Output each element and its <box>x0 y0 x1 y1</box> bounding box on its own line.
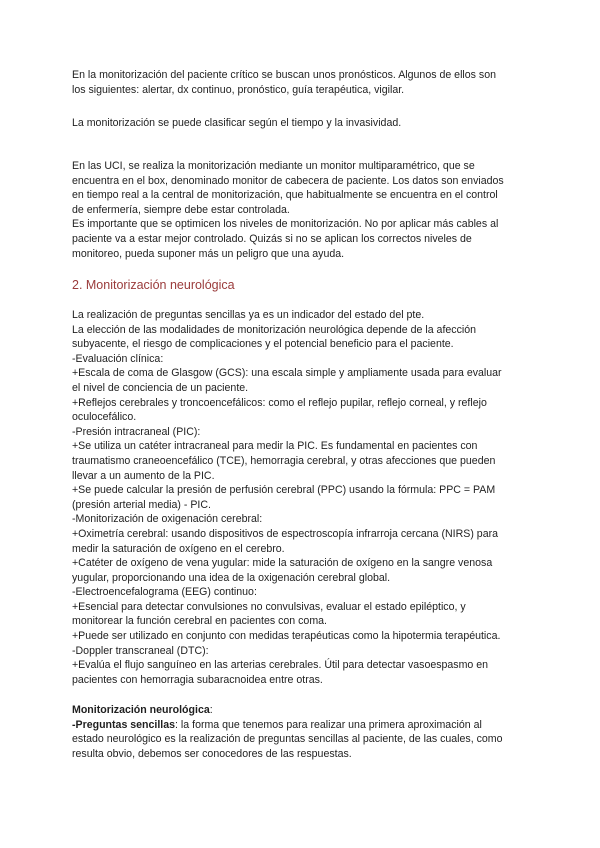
text-line: La monitorización se puede clasificar según el tiempo y la invasividad. <box>72 117 402 129</box>
text-line: +Se puede calcular la presión de perfusión cerebral (PPC) usando la fórmula: PPC = PAM <box>72 484 496 497</box>
text-line: -Monitorización de oxigenación cerebral: <box>72 513 263 526</box>
text-line: +Evalúa el flujo sanguíneo en las arterias cerebrales. Útil para detectar vasoespasmo en <box>72 659 489 672</box>
text-line: Es importante que se optimicen los niveles de monitorización. No por aplicar más cables al <box>72 218 499 231</box>
text-line: +Reflejos cerebrales y troncoencefálicos: como el reflejo pupilar, reflejo corneal, y reflejo <box>72 396 487 409</box>
intro-paragraph-1 <box>72 68 534 97</box>
text-line: de enfermería, siempre debe estar controlada. <box>72 203 290 216</box>
section-body <box>72 308 534 687</box>
intro-paragraph-3 <box>72 159 534 261</box>
text-line: La realización de preguntas sencillas ya es un indicador del estado del pte. <box>72 309 425 321</box>
text-line: -Electroencefalograma (EEG) continuo: <box>72 586 257 599</box>
text-line: En la monitorización del paciente crítico se buscan unos pronósticos. Algunos de ellos son <box>72 69 496 81</box>
neuro-item-label: -Preguntas sencillas <box>72 718 176 731</box>
text-line: (presión arterial media) - PIC. <box>72 498 211 511</box>
text-line: +Se utiliza un catéter intracraneal para medir la PIC. Es fundamental en pacientes con <box>72 440 478 453</box>
text-line: +Catéter de oxígeno de vena yugular: mide la saturación de oxígeno en la sangre venosa <box>72 557 493 570</box>
text-line: +Escala de coma de Glasgow (GCS): una escala simple y ampliamente usada para evaluar <box>72 367 502 380</box>
text-line: +Oximetría cerebral: usando dispositivos de espectroscopía infrarroja cercana (NIRS) para <box>72 527 499 540</box>
neuro-title: Monitorización neurológica <box>72 704 210 716</box>
section-heading: 2. Monitorización neurológica <box>72 278 235 292</box>
neuro-item-text: : la forma que tenemos para realizar una primera aproximación al <box>175 718 482 731</box>
neuro-monitoring-section <box>72 703 534 761</box>
text-line: monitorear la función cerebral en pacientes con coma. <box>72 615 327 628</box>
neuro-title-colon: : <box>209 704 213 716</box>
text-line: en tiempo real a la central de monitorización, que habitualmente se encuentra en el control <box>72 189 498 202</box>
text-line: +Puede ser utilizado en conjunto con medidas terapéuticas como la hipotermia terapéutica. <box>72 630 501 643</box>
text-line: traumatismo craneoencefálico (TCE), hemorragia cerebral, y otras afecciones que pueden <box>72 454 496 467</box>
neuro-item-line <box>72 718 534 733</box>
neuro-title-line <box>72 703 534 718</box>
text-line: llevar a un aumento de la PIC. <box>72 469 215 482</box>
text-line: +Esencial para detectar convulsiones no convulsivas, evaluar el estado epiléptico, y <box>72 600 466 613</box>
text-line: -Evaluación clínica: <box>72 352 164 365</box>
text-line: -Doppler transcraneal (DTC): <box>72 644 209 657</box>
text-line: estado neurológico es la realización de preguntas sencillas al paciente, de las cuales, como <box>72 733 503 746</box>
text-line: La elección de las modalidades de monitorización neurológica depende de la afección <box>72 323 477 336</box>
text-line: yugular, proporcionando una idea de la oxigenación cerebral global. <box>72 571 391 584</box>
text-line: monitoreo, pueda suponer más un peligro que una ayuda. <box>72 247 345 260</box>
text-line: paciente va a estar mejor controlado. Quizás si no se aplican los correctos niveles de <box>72 232 472 245</box>
text-line: En las UCI, se realiza la monitorización mediante un monitor multiparamétrico, que se <box>72 160 475 172</box>
intro-paragraph-2 <box>72 116 534 131</box>
text-line: los siguientes: alertar, dx continuo, pronóstico, guía terapéutica, vigilar. <box>72 83 405 96</box>
text-line: -Presión intracraneal (PIC): <box>72 425 201 438</box>
text-line: encuentra en el box, denominado monitor de cabecera de paciente. Los datos son enviados <box>72 174 504 187</box>
text-line: pacientes con hemorragia subaracnoidea entre otras. <box>72 673 323 686</box>
text-line: resulta obvio, debemos ser conocedores de las respuestas. <box>72 747 352 760</box>
text-line: oculocefálico. <box>72 411 137 424</box>
text-line: el nivel de conciencia de un paciente. <box>72 381 249 394</box>
text-line: subyacente, el riesgo de complicaciones y el potencial beneficio para el paciente. <box>72 338 454 351</box>
text-line: medir la saturación de oxígeno en el cerebro. <box>72 542 285 555</box>
